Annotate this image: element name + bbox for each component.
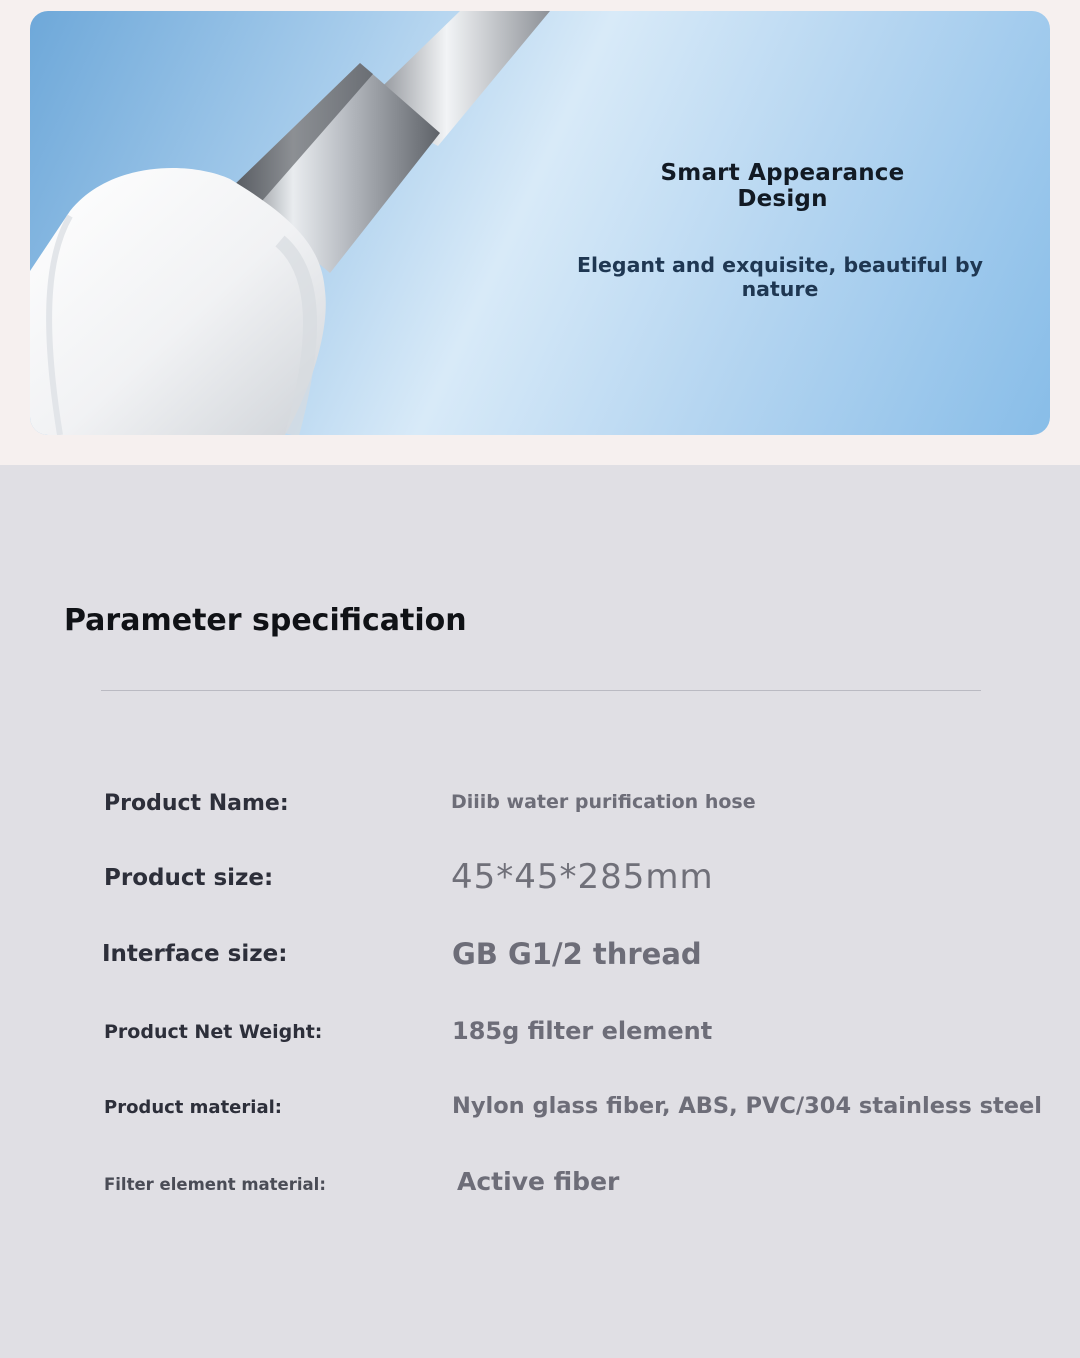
spec-heading: Parameter specification bbox=[64, 603, 467, 638]
spec-value: GB G1/2 thread bbox=[452, 937, 702, 971]
spec-value: Diiib water purification hose bbox=[451, 791, 756, 813]
spec-label: Product size: bbox=[104, 865, 274, 891]
spec-label: Product Name: bbox=[104, 791, 289, 816]
spec-label: Product Net Weight: bbox=[104, 1021, 323, 1043]
spec-value: 45*45*285mm bbox=[451, 857, 714, 897]
spec-label: Filter element material: bbox=[104, 1175, 326, 1194]
spec-section bbox=[0, 465, 1080, 1358]
divider bbox=[101, 690, 981, 691]
hero-subtitle: Elegant and exquisite, beautiful by nature bbox=[576, 253, 984, 301]
hero-title: Smart Appearance Design bbox=[660, 160, 905, 212]
spec-value: 185g filter element bbox=[452, 1017, 713, 1045]
water-purifier-image bbox=[30, 11, 1050, 435]
spec-label: Product material: bbox=[104, 1097, 282, 1118]
spec-label: Interface size: bbox=[102, 941, 288, 967]
spec-value: Active fiber bbox=[457, 1167, 620, 1196]
spec-value: Nylon glass fiber, ABS, PVC/304 stainless steel bbox=[452, 1093, 1042, 1119]
hero-banner bbox=[30, 11, 1050, 435]
